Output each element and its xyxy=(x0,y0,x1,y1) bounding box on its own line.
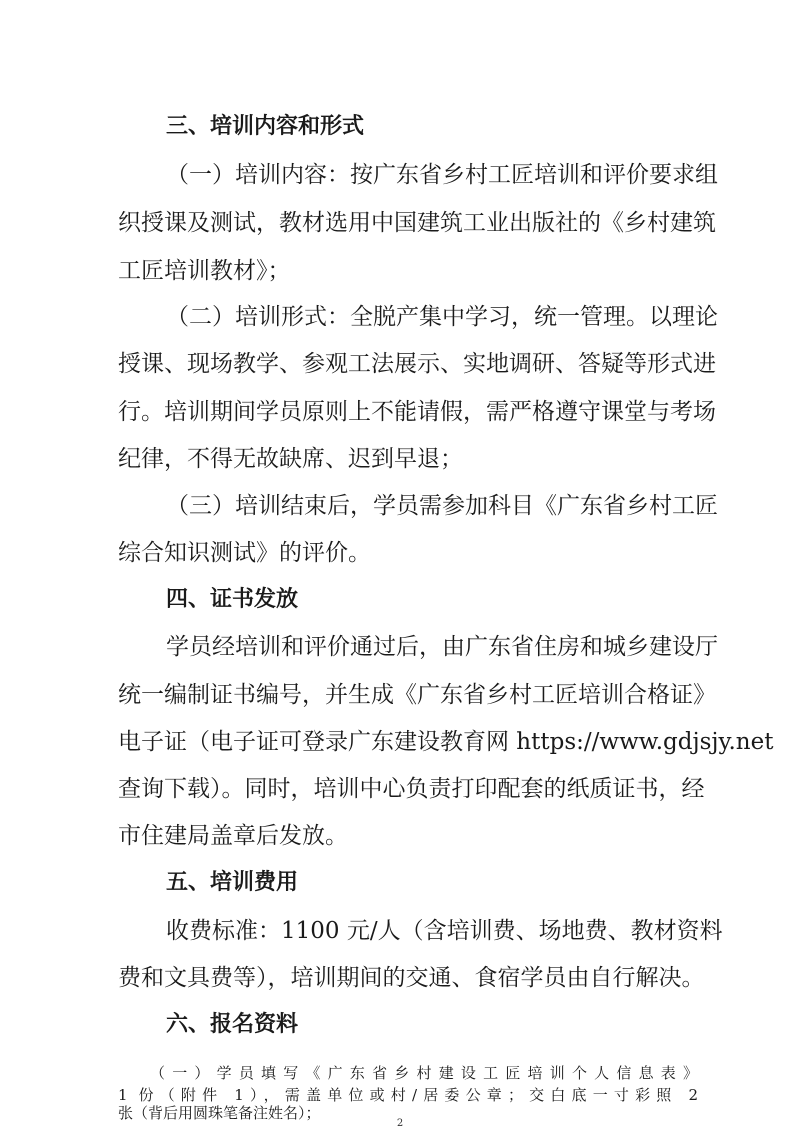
section-6-heading: 六、报名资料 xyxy=(166,1012,299,1037)
section-5-heading: 五、培训费用 xyxy=(166,870,299,895)
section-4-line-2: 统一编制证书编号，并生成《广东省乡村工匠培训合格证》 xyxy=(118,682,716,708)
section-6-item-1-line-2: 1 份（附件 1），需盖单位或村/居委公章；交白底一寸彩照 2 xyxy=(118,1086,698,1104)
section-3-item-1-line-1: （一）培训内容：按广东省乡村工匠培训和评价要求组 xyxy=(166,162,718,188)
section-4-line-3: 电子证（电子证可登录广东建设教育网 https://www.gdjsjy.net xyxy=(118,729,774,755)
section-3-item-2-line-4: 纪律，不得无故缺席、迟到早退； xyxy=(118,446,463,472)
section-3-item-1-line-2: 织授课及测试，教材选用中国建筑工业出版社的《乡村建筑 xyxy=(118,210,716,236)
section-3-item-2-line-1: （二）培训形式：全脱产集中学习，统一管理。以理论 xyxy=(166,304,718,330)
section-3-item-3-line-2: 综合知识测试》的评价。 xyxy=(118,540,371,566)
section-3-item-2-line-3: 行。培训期间学员原则上不能请假，需严格遵守课堂与考场 xyxy=(118,399,716,425)
section-5-line-2: 费和文具费等），培训期间的交通、食宿学员由自行解决。 xyxy=(118,965,705,991)
section-6-item-1-line-3: 张（背后用圆珠笔备注姓名）； xyxy=(118,1104,321,1122)
section-3-item-1-line-3: 工匠培训教材》； xyxy=(118,258,291,284)
section-4-line-5: 市住建局盖章后发放。 xyxy=(118,823,348,849)
section-4-heading: 四、证书发放 xyxy=(166,587,299,612)
section-3-item-2-line-2: 授课、现场教学、参观工法展示、实地调研、答疑等形式进 xyxy=(118,351,716,377)
section-4-line-1: 学员经培训和评价通过后，由广东省住房和城乡建设厅 xyxy=(166,634,718,660)
section-3-heading: 三、培训内容和形式 xyxy=(166,114,365,139)
section-4-line-4: 查询下载）。同时，培训中心负责打印配套的纸质证书，经 xyxy=(118,776,705,802)
section-5-line-1: 收费标准：1100 元/人（含培训费、场地费、教材资料 xyxy=(166,918,723,944)
section-6-item-1-line-1: （一）学员填写《广东省乡村建设工匠培训个人信息表》 xyxy=(150,1064,698,1082)
section-3-item-3-line-1: （三）培训结束后，学员需参加科目《广东省乡村工匠 xyxy=(166,493,718,519)
page-number: 2 xyxy=(396,1118,404,1129)
